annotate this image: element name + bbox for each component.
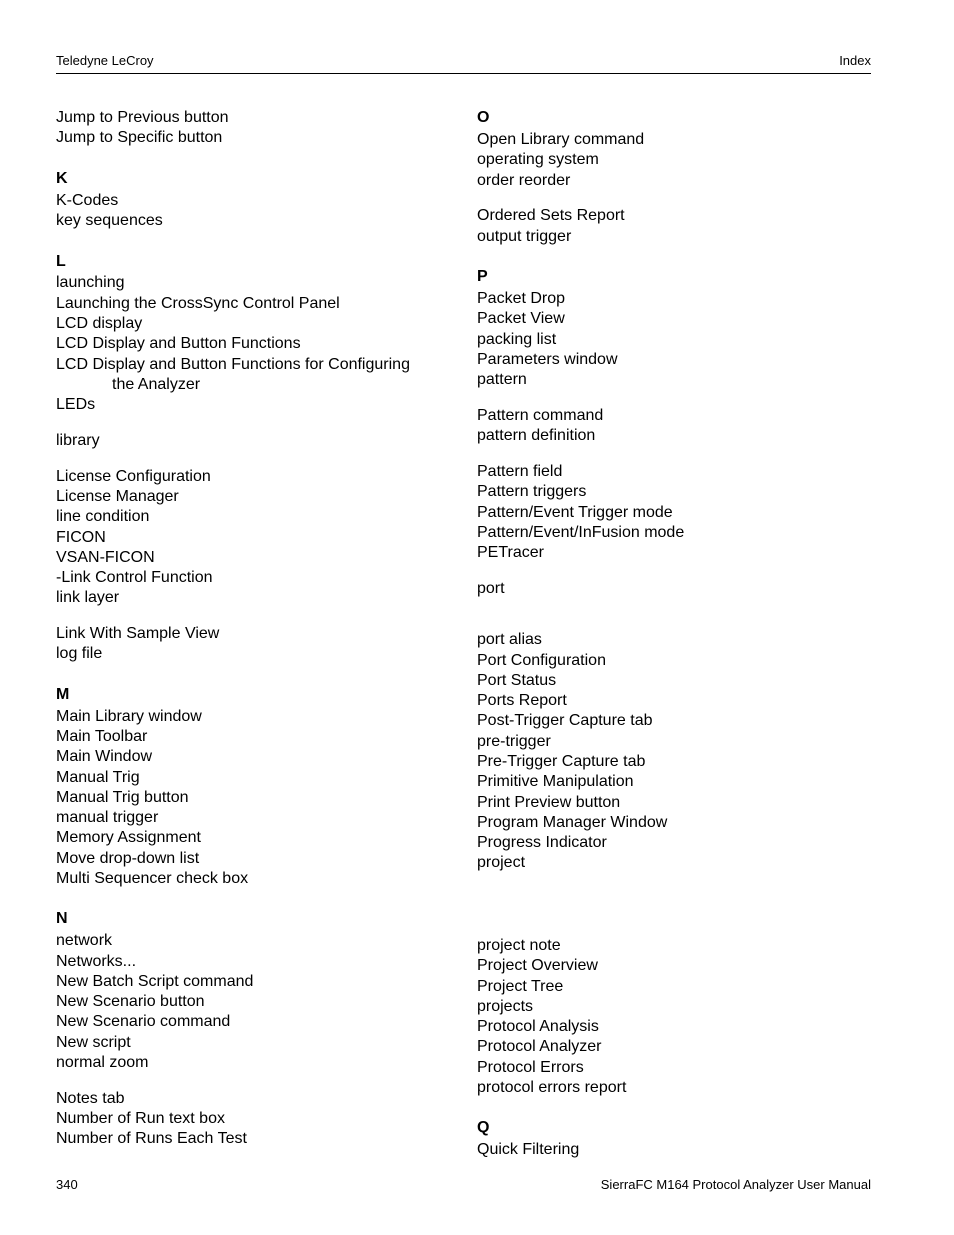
index-entry: Move drop-down list xyxy=(56,850,200,867)
index-entry: log file xyxy=(56,645,103,662)
index-entry: pre-trigger xyxy=(477,733,551,750)
index-entry: project xyxy=(477,854,526,871)
index-entry: Manual Trig xyxy=(56,769,140,786)
index-entry: pattern xyxy=(477,371,527,388)
index-entry: launching xyxy=(56,274,125,291)
index-letter-heading: M xyxy=(56,686,70,703)
index-entry: Post-Trigger Capture tab xyxy=(477,712,653,729)
index-entry: K-Codes xyxy=(56,192,119,209)
index-entry: Port Status xyxy=(477,672,557,689)
index-entry: Packet Drop xyxy=(477,290,566,307)
index-entry: Jump to Previous button xyxy=(56,109,229,126)
index-entry: Open Library command xyxy=(477,131,645,148)
index-entry: port xyxy=(477,580,505,597)
index-entry: Launching the CrossSync Control Panel xyxy=(56,295,340,312)
index-entry: New script xyxy=(56,1034,131,1051)
index-entry: Print Preview button xyxy=(477,794,621,811)
index-entry: normal zoom xyxy=(56,1054,149,1071)
index-letter-heading: Q xyxy=(477,1119,490,1136)
index-entry: line condition xyxy=(56,508,150,525)
index-entry: FICON xyxy=(56,529,106,546)
index-entry: Number of Run text box xyxy=(56,1110,225,1127)
index-entry: Ordered Sets Report xyxy=(477,207,625,224)
index-entry: protocol errors report xyxy=(477,1079,627,1096)
index-entry: Parameters window xyxy=(477,351,618,368)
index-entry: packing list xyxy=(477,331,557,348)
index-entry: Primitive Manipulation xyxy=(477,773,634,790)
index-entry: New Batch Script command xyxy=(56,973,254,990)
header-section: Index xyxy=(839,53,871,68)
index-entry: Program Manager Window xyxy=(477,814,668,831)
index-entry: VSAN-FICON xyxy=(56,549,155,566)
index-entry: order reorder xyxy=(477,172,571,189)
index-entry: Number of Runs Each Test xyxy=(56,1130,247,1147)
running-header xyxy=(56,53,871,74)
index-letter-heading: N xyxy=(56,910,68,927)
index-entry: LCD display xyxy=(56,315,143,332)
index-entry: Pre-Trigger Capture tab xyxy=(477,753,646,770)
index-entry: network xyxy=(56,932,113,949)
index-entry: Pattern triggers xyxy=(477,483,587,500)
index-entry: Jump to Specific button xyxy=(56,129,223,146)
index-entry: port alias xyxy=(477,631,542,648)
index-entry: LCD Display and Button Functions for Configuring xyxy=(56,356,410,373)
index-entry: manual trigger xyxy=(56,809,159,826)
index-entry: Main Window xyxy=(56,748,153,765)
index-entry: Pattern/Event Trigger mode xyxy=(477,504,673,521)
index-entry: Networks... xyxy=(56,953,137,970)
index-entry: Main Library window xyxy=(56,708,202,725)
index-entry: the Analyzer xyxy=(112,376,201,393)
index-entry: Pattern command xyxy=(477,407,604,424)
index-entry: link layer xyxy=(56,589,120,606)
index-entry: Pattern/Event/InFusion mode xyxy=(477,524,685,541)
index-entry: License Manager xyxy=(56,488,179,505)
index-entry: output trigger xyxy=(477,228,572,245)
index-entry: PETracer xyxy=(477,544,544,561)
index-entry: Progress Indicator xyxy=(477,834,607,851)
index-entry: Protocol Errors xyxy=(477,1059,584,1076)
index-entry: key sequences xyxy=(56,212,163,229)
index-entry: Notes tab xyxy=(56,1090,125,1107)
index-letter-heading: P xyxy=(477,268,488,285)
index-entry: projects xyxy=(477,998,534,1015)
index-letter-heading: O xyxy=(477,109,490,126)
index-entry: operating system xyxy=(477,151,599,168)
index-entry: Main Toolbar xyxy=(56,728,148,745)
index-entry: project note xyxy=(477,937,561,954)
index-entry: Quick Filtering xyxy=(477,1141,580,1158)
index-entry: LEDs xyxy=(56,396,96,413)
index-entry: Port Configuration xyxy=(477,652,606,669)
index-entry: Link With Sample View xyxy=(56,625,220,642)
index-entry: Project Overview xyxy=(477,957,598,974)
index-entry: LCD Display and Button Functions xyxy=(56,335,301,352)
index-letter-heading: L xyxy=(56,253,66,270)
index-entry: Project Tree xyxy=(477,978,564,995)
index-entry: New Scenario button xyxy=(56,993,205,1010)
index-entry: Pattern field xyxy=(477,463,563,480)
index-entry: License Configuration xyxy=(56,468,211,485)
index-letter-heading: K xyxy=(56,170,68,187)
index-entry: Multi Sequencer check box xyxy=(56,870,249,887)
index-entry: Packet View xyxy=(477,310,565,327)
header-publisher: Teledyne LeCroy xyxy=(56,53,154,68)
index-entry: Manual Trig button xyxy=(56,789,189,806)
index-entry: Protocol Analysis xyxy=(477,1018,599,1035)
index-entry: Protocol Analyzer xyxy=(477,1038,602,1055)
index-entry: New Scenario command xyxy=(56,1013,231,1030)
index-entry: Ports Report xyxy=(477,692,567,709)
index-entry: -Link Control Function xyxy=(56,569,213,586)
index-entry: Memory Assignment xyxy=(56,829,201,846)
index-entry: library xyxy=(56,432,100,449)
page-number: 340 xyxy=(56,1177,78,1192)
index-entry: pattern definition xyxy=(477,427,596,444)
manual-title: SierraFC M164 Protocol Analyzer User Manual xyxy=(600,1177,871,1192)
